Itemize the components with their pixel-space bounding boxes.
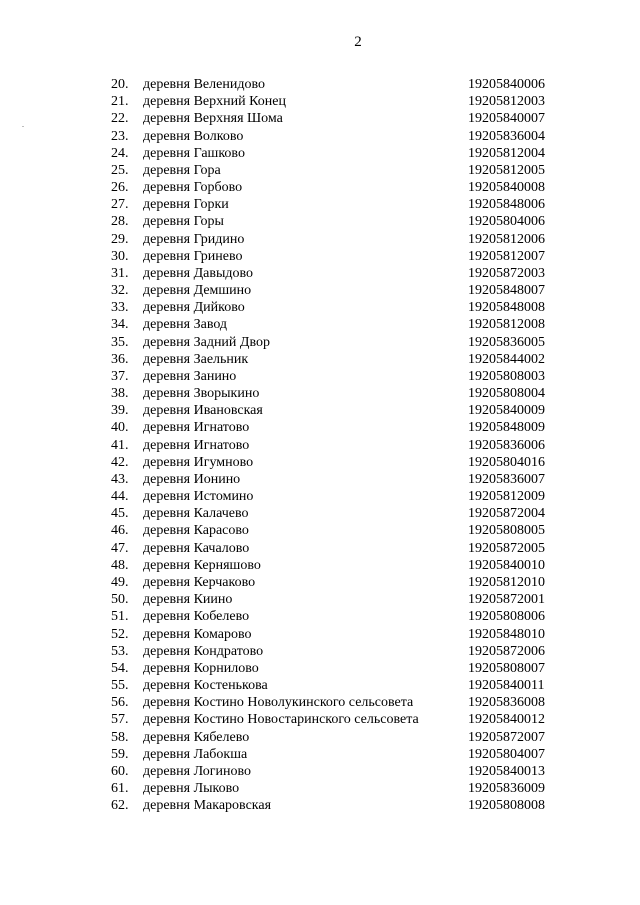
list-item [0, 128, 640, 145]
settlement-name: деревня Лабокша [143, 746, 248, 762]
entry-number: 23. [111, 128, 129, 144]
entry-number: 27. [111, 197, 129, 213]
list-item [0, 471, 640, 488]
settlement-code: 19205812006 [468, 231, 545, 247]
settlement-code: 19205872001 [468, 592, 545, 608]
list-item [0, 76, 640, 93]
settlement-code: 19205836005 [468, 334, 545, 350]
settlement-code: 19205872006 [468, 643, 545, 659]
settlement-code: 19205804007 [468, 746, 545, 762]
entry-number: 40. [111, 420, 129, 436]
entry-number: 39. [111, 403, 129, 419]
settlement-code: 19205848007 [468, 283, 545, 299]
list-item [0, 540, 640, 557]
settlement-code: 19205808006 [468, 609, 545, 625]
entry-number: 42. [111, 454, 129, 470]
settlement-name: деревня Истомино [143, 489, 254, 505]
settlement-name: деревня Занино [143, 368, 237, 384]
list-item [0, 351, 640, 368]
settlement-name: деревня Ионино [143, 471, 241, 487]
settlement-code: 19205808005 [468, 523, 545, 539]
entry-number: 58. [111, 729, 129, 745]
list-item [0, 729, 640, 746]
list-item [0, 248, 640, 265]
settlement-code: 19205872004 [468, 506, 545, 522]
settlement-code: 19205804016 [468, 454, 545, 470]
settlement-name: деревня Демшино [143, 283, 252, 299]
entry-number: 48. [111, 557, 129, 573]
entry-number: 44. [111, 489, 129, 505]
entry-number: 57. [111, 712, 129, 728]
list-item [0, 402, 640, 419]
list-item [0, 419, 640, 436]
entry-number: 50. [111, 592, 129, 608]
settlement-code: 19205812007 [468, 248, 545, 264]
settlement-code: 19205808008 [468, 798, 545, 814]
settlement-name: деревня Гридино [143, 231, 245, 247]
settlement-code: 19205840008 [468, 180, 545, 196]
entry-number: 47. [111, 540, 129, 556]
entry-number: 28. [111, 214, 129, 230]
entry-number: 26. [111, 180, 129, 196]
list-item [0, 299, 640, 316]
settlement-code: 19205836006 [468, 437, 545, 453]
settlement-code: 19205872007 [468, 729, 545, 745]
settlement-name: деревня Волково [143, 128, 244, 144]
list-item [0, 385, 640, 402]
list-item [0, 213, 640, 230]
settlement-name: деревня Логиново [143, 763, 251, 779]
list-item [0, 608, 640, 625]
settlement-name: деревня Горбово [143, 180, 243, 196]
settlement-name: деревня Завод [143, 317, 228, 333]
list-item [0, 557, 640, 574]
settlement-code: 19205840006 [468, 77, 545, 92]
list-item [0, 780, 640, 797]
settlement-name: деревня Ивановская [143, 403, 263, 419]
list-item [0, 522, 640, 539]
list-item [0, 196, 640, 213]
entry-number: 41. [111, 437, 129, 453]
settlement-name: деревня Зворыкино [143, 386, 260, 402]
settlement-name: деревня Комарово [143, 626, 252, 642]
entry-number: 22. [111, 111, 129, 127]
list-item [0, 334, 640, 351]
list-item [0, 488, 640, 505]
settlement-code: 19205812005 [468, 162, 545, 178]
settlement-list [0, 76, 640, 814]
entry-number: 21. [111, 94, 129, 110]
entry-number: 25. [111, 162, 129, 178]
settlement-code: 19205840009 [468, 403, 545, 419]
list-item [0, 694, 640, 711]
entry-number: 30. [111, 248, 129, 264]
settlement-name: деревня Керняшово [143, 557, 261, 573]
settlement-name: деревня Карасово [143, 523, 249, 539]
list-item [0, 660, 640, 677]
settlement-code: 19205812003 [468, 94, 545, 110]
settlement-code: 19205840007 [468, 111, 545, 127]
entry-number: 55. [111, 678, 129, 694]
settlement-code: 19205808003 [468, 368, 545, 384]
settlement-name: деревня Игнатово [143, 437, 250, 453]
list-item [0, 677, 640, 694]
settlement-code: 19205872005 [468, 540, 545, 556]
entry-number: 34. [111, 317, 129, 333]
settlement-name: деревня Лыково [143, 781, 240, 797]
settlement-name: деревня Верхняя Шома [143, 111, 283, 127]
list-item [0, 574, 640, 591]
settlement-name: деревня Макаровская [143, 798, 272, 814]
entry-number: 31. [111, 265, 129, 281]
settlement-name: деревня Гринево [143, 248, 243, 264]
list-item [0, 145, 640, 162]
settlement-name: деревня Горы [143, 214, 224, 230]
settlement-code: 19205840010 [468, 557, 545, 573]
settlement-name: деревня Дийково [143, 300, 245, 316]
settlement-name: деревня Корнилово [143, 660, 259, 676]
entry-number: 53. [111, 643, 129, 659]
list-item [0, 505, 640, 522]
entry-number: 59. [111, 746, 129, 762]
entry-number: 45. [111, 506, 129, 522]
settlement-code: 19205812010 [468, 574, 545, 590]
list-item [0, 763, 640, 780]
settlement-name: деревня Верхний Конец [143, 94, 286, 110]
entry-number: 56. [111, 695, 129, 711]
list-item [0, 282, 640, 299]
entry-number: 38. [111, 386, 129, 402]
settlement-name: деревня Костино Новолукинского сельсовета [143, 695, 414, 711]
settlement-name: деревня Давыдово [143, 265, 254, 281]
settlement-name: деревня Кобелево [143, 609, 250, 625]
entry-number: 20. [111, 77, 129, 92]
entry-number: 62. [111, 798, 129, 814]
settlement-name: деревня Керчаково [143, 574, 256, 590]
list-item [0, 93, 640, 110]
entry-number: 36. [111, 351, 129, 367]
settlement-name: деревня Киино [143, 592, 233, 608]
settlement-name: деревня Качалово [143, 540, 250, 556]
page-number: 2 [354, 34, 362, 50]
entry-number: 35. [111, 334, 129, 350]
settlement-name: деревня Задний Двор [143, 334, 270, 350]
settlement-code: 19205844002 [468, 351, 545, 367]
settlement-code: 19205848006 [468, 197, 545, 213]
list-item [0, 179, 640, 196]
settlement-code: 19205836007 [468, 471, 545, 487]
settlement-code: 19205848010 [468, 626, 545, 642]
list-item [0, 368, 640, 385]
entry-number: 24. [111, 145, 129, 161]
settlement-code: 19205836008 [468, 695, 545, 711]
entry-number: 52. [111, 626, 129, 642]
entry-number: 46. [111, 523, 129, 539]
list-item [0, 231, 640, 248]
list-item [0, 110, 640, 127]
list-item [0, 162, 640, 179]
settlement-code: 19205836009 [468, 781, 545, 797]
entry-number: 51. [111, 609, 129, 625]
settlement-code: 19205808004 [468, 386, 545, 402]
settlement-name: деревня Заельник [143, 351, 249, 367]
entry-number: 49. [111, 574, 129, 590]
list-item [0, 591, 640, 608]
settlement-name: деревня Игумново [143, 454, 254, 470]
entry-number: 61. [111, 781, 129, 797]
settlement-code: 19205812008 [468, 317, 545, 333]
settlement-code: 19205840013 [468, 763, 545, 779]
settlement-name: деревня Кондратово [143, 643, 264, 659]
list-item [0, 454, 640, 471]
settlement-name: деревня Кябелево [143, 729, 250, 745]
settlement-name: деревня Горки [143, 197, 229, 213]
entry-number: 60. [111, 763, 129, 779]
entry-number: 32. [111, 283, 129, 299]
list-item [0, 265, 640, 282]
entry-number: 29. [111, 231, 129, 247]
list-item [0, 797, 640, 814]
settlement-code: 19205836004 [468, 128, 545, 144]
settlement-code: 19205812009 [468, 489, 545, 505]
settlement-name: деревня Гора [143, 162, 221, 178]
settlement-name: деревня Калачево [143, 506, 249, 522]
settlement-code: 19205840012 [468, 712, 545, 728]
settlement-name: деревня Гашково [143, 145, 245, 161]
entry-number: 43. [111, 471, 129, 487]
settlement-code: 19205848009 [468, 420, 545, 436]
settlement-name: деревня Игнатово [143, 420, 250, 436]
entry-number: 54. [111, 660, 129, 676]
settlement-name: деревня Костино Новостаринского сельсовета [143, 712, 419, 728]
settlement-name: деревня Костенькова [143, 678, 268, 694]
settlement-code: 19205872003 [468, 265, 545, 281]
list-item [0, 643, 640, 660]
entry-number: 37. [111, 368, 129, 384]
settlement-code: 19205812004 [468, 145, 545, 161]
list-item [0, 316, 640, 333]
settlement-name: деревня Веленидово [143, 77, 265, 92]
settlement-code: 19205804006 [468, 214, 545, 230]
list-item [0, 437, 640, 454]
entry-number: 33. [111, 300, 129, 316]
list-item [0, 711, 640, 728]
settlement-code: 19205848008 [468, 300, 545, 316]
list-item [0, 626, 640, 643]
list-item [0, 746, 640, 763]
settlement-code: 19205840011 [468, 678, 545, 694]
settlement-code: 19205808007 [468, 660, 545, 676]
